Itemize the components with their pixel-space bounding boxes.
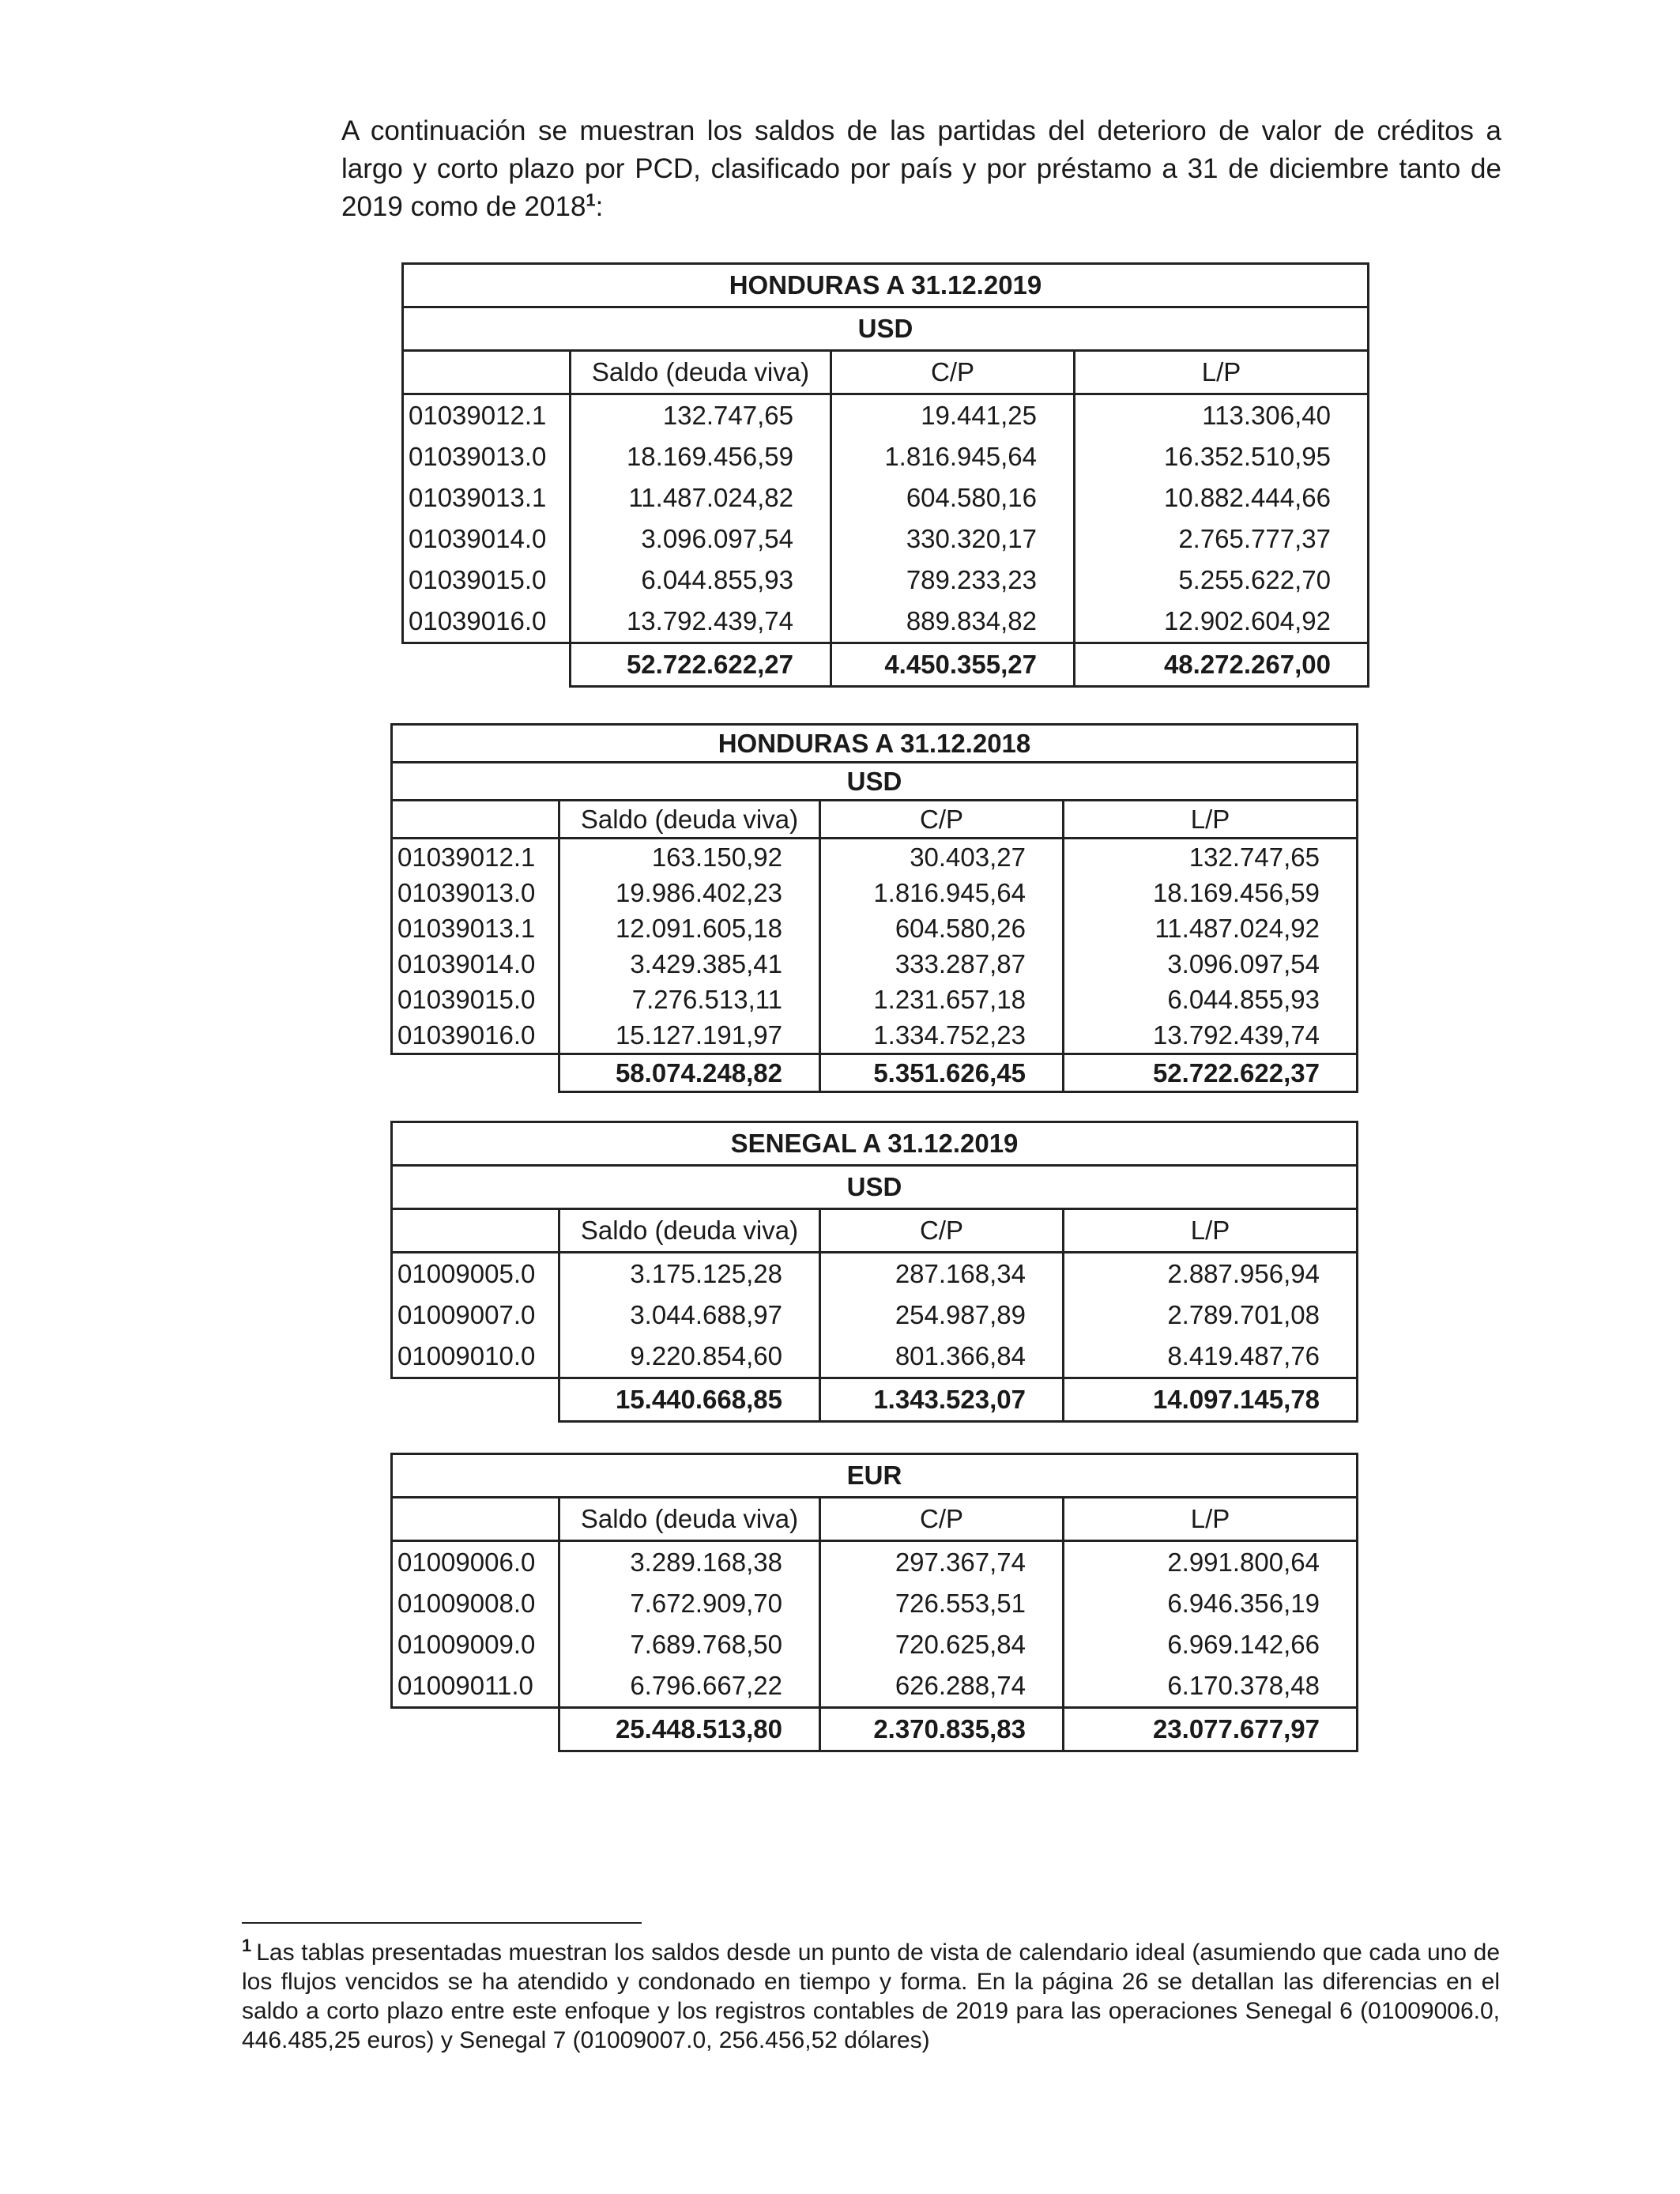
total-row: [392, 1378, 1358, 1422]
table-row: [403, 560, 1369, 601]
short-term-value: 726.553,51: [820, 1583, 1064, 1624]
total-row-empty: [403, 643, 571, 687]
table-row: [392, 875, 1358, 910]
balance-value: 163.150,92: [559, 839, 820, 876]
long-term-value: 5.255.622,70: [1075, 560, 1369, 601]
column-header-row: [392, 1209, 1358, 1253]
long-term-value: 113.306,40: [1075, 394, 1369, 437]
column-header-empty: [403, 351, 571, 394]
long-term-value: 11.487.024,92: [1064, 910, 1358, 946]
intro-paragraph: [341, 112, 1501, 226]
loan-code: 01039013.0: [403, 436, 571, 477]
table-currency: USD: [403, 307, 1369, 351]
long-term-value: 18.169.456,59: [1064, 875, 1358, 910]
balance-table: [401, 262, 1369, 688]
total-row: [392, 1054, 1358, 1092]
loan-code: 01009009.0: [392, 1624, 559, 1665]
short-term-value: 330.320,17: [831, 518, 1075, 560]
loan-code: 01009005.0: [392, 1253, 559, 1295]
table-row: [392, 1541, 1358, 1584]
short-term-value: 1.231.657,18: [820, 982, 1064, 1017]
long-term-value: 2.887.956,94: [1064, 1253, 1358, 1295]
column-header-short-term: C/P: [820, 801, 1064, 839]
loan-code: 01009007.0: [392, 1295, 559, 1336]
short-term-value: 604.580,16: [831, 477, 1075, 518]
table-row: [392, 1295, 1358, 1336]
long-term-value: 16.352.510,95: [1075, 436, 1369, 477]
total-long-term: 14.097.145,78: [1064, 1378, 1358, 1422]
intro-text: A continuación se muestran los saldos de las partidas del deterioro de valor de créditos a largo y corto plazo por PCD, clasificado por país y por préstamo a 31 de diciembre tanto de 2019 como de 2018: [341, 115, 1501, 222]
table-row: [403, 436, 1369, 477]
column-header-short-term: C/P: [820, 1498, 1064, 1541]
balance-value: 3.289.168,38: [559, 1541, 820, 1584]
long-term-value: 2.789.701,08: [1064, 1295, 1358, 1336]
balance-value: 3.175.125,28: [559, 1253, 820, 1295]
table-currency: USD: [392, 1166, 1358, 1209]
table-title: HONDURAS A 31.12.2018: [392, 725, 1358, 763]
table-row: [392, 946, 1358, 982]
total-long-term: 48.272.267,00: [1075, 643, 1369, 687]
short-term-value: 1.334.752,23: [820, 1017, 1064, 1054]
balance-value: 3.044.688,97: [559, 1295, 820, 1336]
short-term-value: 254.987,89: [820, 1295, 1064, 1336]
short-term-value: 297.367,74: [820, 1541, 1064, 1584]
column-header-short-term: C/P: [820, 1209, 1064, 1253]
column-header-row: [392, 801, 1358, 839]
table-title: HONDURAS A 31.12.2019: [403, 264, 1369, 307]
footnote: [242, 1938, 1500, 2055]
loan-code: 01009011.0: [392, 1665, 559, 1708]
loan-code: 01039016.0: [403, 601, 571, 643]
long-term-value: 6.946.356,19: [1064, 1583, 1358, 1624]
long-term-value: 132.747,65: [1064, 839, 1358, 876]
total-short-term: 4.450.355,27: [831, 643, 1075, 687]
table-row: [392, 982, 1358, 1017]
balance-table: [390, 1453, 1358, 1752]
balance-value: 3.429.385,41: [559, 946, 820, 982]
total-balance: 58.074.248,82: [559, 1054, 820, 1092]
footnote-reference: 1: [586, 190, 596, 210]
short-term-value: 626.288,74: [820, 1665, 1064, 1708]
column-header-empty: [392, 801, 559, 839]
total-row-empty: [392, 1054, 559, 1092]
table-row: [403, 601, 1369, 643]
footnote-marker: 1: [242, 1936, 252, 1955]
loan-code: 01039013.1: [403, 477, 571, 518]
table-row: [392, 1017, 1358, 1054]
column-header-empty: [392, 1209, 559, 1253]
short-term-value: 789.233,23: [831, 560, 1075, 601]
column-header-long-term: L/P: [1064, 1209, 1358, 1253]
total-balance: 15.440.668,85: [559, 1378, 820, 1422]
table-row: [392, 1583, 1358, 1624]
loan-code: 01039016.0: [392, 1017, 559, 1054]
short-term-value: 720.625,84: [820, 1624, 1064, 1665]
balance-value: 132.747,65: [571, 394, 831, 437]
balance-value: 6.044.855,93: [571, 560, 831, 601]
table-currency: USD: [392, 763, 1358, 801]
loan-code: 01039015.0: [403, 560, 571, 601]
long-term-value: 3.096.097,54: [1064, 946, 1358, 982]
total-short-term: 2.370.835,83: [820, 1708, 1064, 1751]
balance-value: 19.986.402,23: [559, 875, 820, 910]
balance-value: 9.220.854,60: [559, 1336, 820, 1378]
table-title: SENEGAL A 31.12.2019: [392, 1122, 1358, 1166]
short-term-value: 604.580,26: [820, 910, 1064, 946]
table-row: [392, 1665, 1358, 1708]
total-short-term: 1.343.523,07: [820, 1378, 1064, 1422]
total-long-term: 23.077.677,97: [1064, 1708, 1358, 1751]
balance-table: [390, 723, 1358, 1093]
short-term-value: 333.287,87: [820, 946, 1064, 982]
column-header-long-term: L/P: [1064, 801, 1358, 839]
column-header-row: [392, 1498, 1358, 1541]
long-term-value: 6.969.142,66: [1064, 1624, 1358, 1665]
balance-value: 13.792.439,74: [571, 601, 831, 643]
total-row: [403, 643, 1369, 687]
short-term-value: 801.366,84: [820, 1336, 1064, 1378]
loan-code: 01009006.0: [392, 1541, 559, 1584]
short-term-value: 30.403,27: [820, 839, 1064, 876]
short-term-value: 889.834,82: [831, 601, 1075, 643]
table-row: [403, 477, 1369, 518]
balance-value: 7.672.909,70: [559, 1583, 820, 1624]
loan-code: 01009010.0: [392, 1336, 559, 1378]
column-header-empty: [392, 1498, 559, 1541]
loan-code: 01039012.1: [403, 394, 571, 437]
balance-value: 11.487.024,82: [571, 477, 831, 518]
column-header-balance: Saldo (deuda viva): [559, 1209, 820, 1253]
long-term-value: 13.792.439,74: [1064, 1017, 1358, 1054]
loan-code: 01039015.0: [392, 982, 559, 1017]
footnote-separator: [242, 1922, 642, 1924]
balance-value: 15.127.191,97: [559, 1017, 820, 1054]
total-row-empty: [392, 1378, 559, 1422]
table-row: [392, 1253, 1358, 1295]
long-term-value: 12.902.604,92: [1075, 601, 1369, 643]
table-row: [403, 518, 1369, 560]
total-long-term: 52.722.622,37: [1064, 1054, 1358, 1092]
column-header-short-term: C/P: [831, 351, 1075, 394]
short-term-value: 1.816.945,64: [831, 436, 1075, 477]
loan-code: 01009008.0: [392, 1583, 559, 1624]
balance-value: 6.796.667,22: [559, 1665, 820, 1708]
loan-code: 01039014.0: [403, 518, 571, 560]
column-header-long-term: L/P: [1075, 351, 1369, 394]
column-header-balance: Saldo (deuda viva): [559, 1498, 820, 1541]
balance-value: 18.169.456,59: [571, 436, 831, 477]
long-term-value: 8.419.487,76: [1064, 1336, 1358, 1378]
total-balance: 25.448.513,80: [559, 1708, 820, 1751]
loan-code: 01039013.0: [392, 875, 559, 910]
table-row: [392, 1624, 1358, 1665]
column-header-long-term: L/P: [1064, 1498, 1358, 1541]
balance-value: 7.276.513,11: [559, 982, 820, 1017]
long-term-value: 2.765.777,37: [1075, 518, 1369, 560]
balance-value: 7.689.768,50: [559, 1624, 820, 1665]
total-row: [392, 1708, 1358, 1751]
long-term-value: 6.044.855,93: [1064, 982, 1358, 1017]
balance-value: 3.096.097,54: [571, 518, 831, 560]
loan-code: 01039013.1: [392, 910, 559, 946]
column-header-balance: Saldo (deuda viva): [559, 801, 820, 839]
total-balance: 52.722.622,27: [571, 643, 831, 687]
table-row: [403, 394, 1369, 437]
balance-value: 12.091.605,18: [559, 910, 820, 946]
footnote-text: Las tablas presentadas muestran los saldos desde un punto de vista de calendario ideal (asumiendo que cada uno de los flujos vencidos se ha atendido y condonado en tiempo y forma. En la página 26 se detallan las diferencias en el saldo a corto plazo entre este enfoque y los registros contables de 2019 para las operaciones Senegal 6 (01009006.0, 446.485,25 euros) y Senegal 7 (01009007.0, 256.456,52 dólares): [242, 1940, 1500, 2053]
table-row: [392, 839, 1358, 876]
intro-tail: :: [595, 191, 604, 222]
column-header-row: [403, 351, 1369, 394]
loan-code: 01039012.1: [392, 839, 559, 876]
table-row: [392, 1336, 1358, 1378]
table-row: [392, 910, 1358, 946]
balance-table: [390, 1121, 1358, 1423]
total-row-empty: [392, 1708, 559, 1751]
short-term-value: 19.441,25: [831, 394, 1075, 437]
long-term-value: 2.991.800,64: [1064, 1541, 1358, 1584]
short-term-value: 1.816.945,64: [820, 875, 1064, 910]
short-term-value: 287.168,34: [820, 1253, 1064, 1295]
column-header-balance: Saldo (deuda viva): [571, 351, 831, 394]
long-term-value: 6.170.378,48: [1064, 1665, 1358, 1708]
loan-code: 01039014.0: [392, 946, 559, 982]
long-term-value: 10.882.444,66: [1075, 477, 1369, 518]
total-short-term: 5.351.626,45: [820, 1054, 1064, 1092]
table-currency: EUR: [392, 1454, 1358, 1498]
